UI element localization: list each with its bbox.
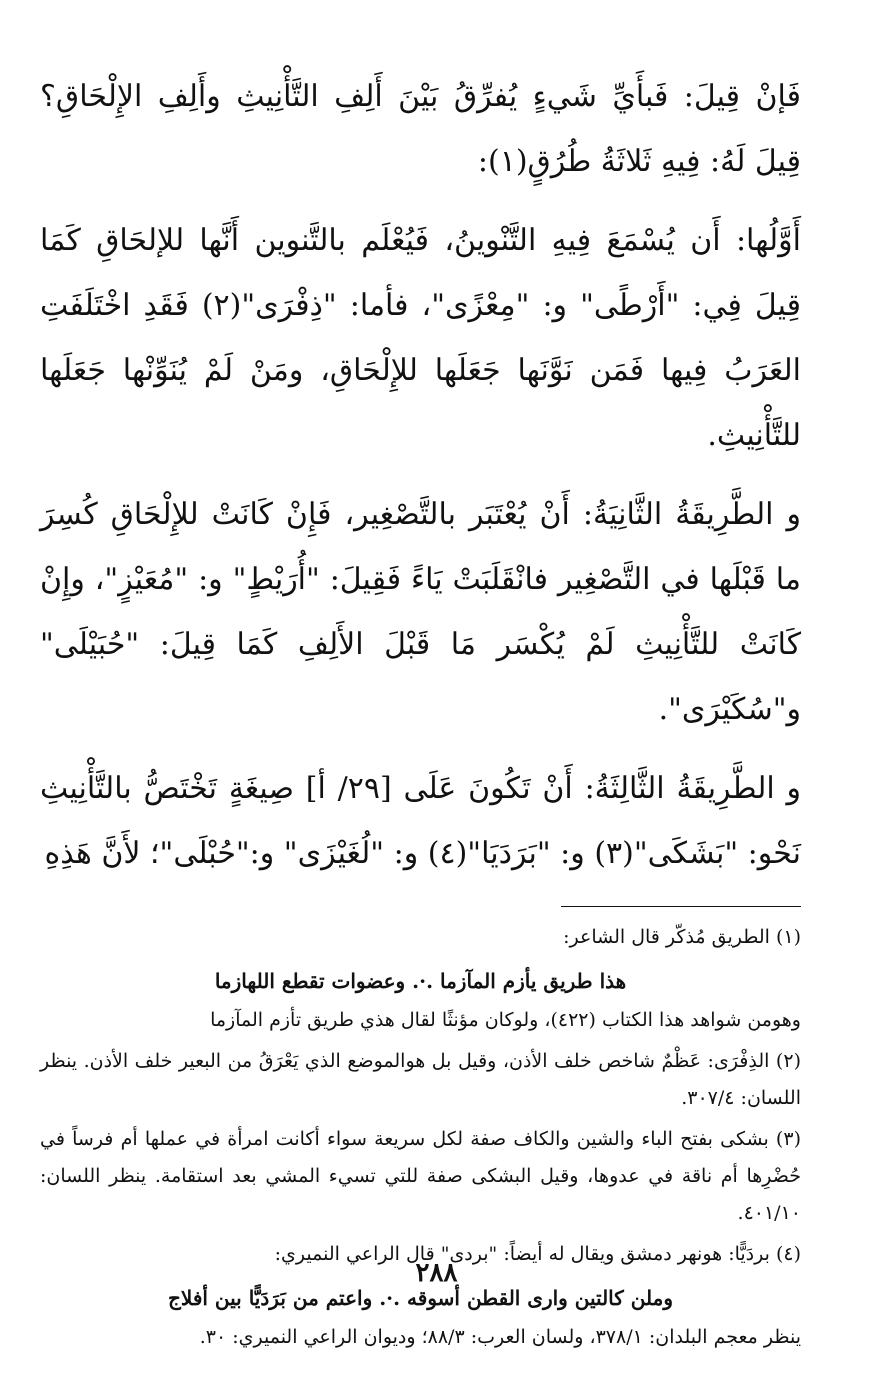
document-page bbox=[40, 64, 801, 1374]
footnote-4: (٤) بردَيًّا: هونهر دمشق ويقال له أيضاً: "بردى" قال الراعي النميري: bbox=[274, 1243, 801, 1265]
footnote-3: (٣) بشكى بفتح الباء والشين والكاف صفة لكل سريعة سواء أكانت امرأة في عملها أم فرساً في حُضْرِها أم ناقة في عدوها، وقيل البشكى صفة للتي تسيء المشي بعد استقامة. ينظر اللسان: ٤٠١/١٠. bbox=[40, 1128, 801, 1224]
paragraph-first-method: أَوَّلُها: أَن يُسْمَعَ فِيهِ التَّنْوينُ، فَيُعْلَم بالتَّنوين أَنَّها للإلحَاقِ كَمَا قِيلَ فِي: "أَرْطًى" و: "مِعْزًى"، فأما: "ذِفْرَى"(٢) فَقَدِ اخْتَلَفَتِ العَرَبُ فِيها فَمَن نَوَّنَها جَعَلَها للإِلْحَاقِ، ومَنْ لَمْ يُنَوِّنْها جَعَلَها للتَّأْنِيثِ. bbox=[40, 223, 801, 453]
footnote-divider bbox=[561, 906, 801, 907]
paragraph-second-method: و الطَّرِيقَةُ الثَّانِيَةُ: أَنْ يُعْتَبَر بالتَّصْغِير، فَإِنْ كَانَتْ للإِلْحَاقِ كُسِرَ ما قَبْلَها في التَّصْغِير فانْقَلَبَتْ يَاءً فَقِيلَ: "أُرَيْطٍ" و: "مُعَيْزٍ"، وإِنْ كَانَتْ للتَّأْنِيثِ لَمْ يُكْسَر مَا قَبْلَ الأَلِفِ كَمَا قِيلَ: "حُبَيْلَى" و"سُكَيْرَى". bbox=[40, 497, 801, 727]
page-number: ٢٨٨ bbox=[415, 1258, 458, 1288]
paragraph-third-method: و الطَّرِيقَةُ الثَّالِثَةُ: أَنْ تَكُونَ عَلَى [٢٩/ أ] صِيغَةٍ تَخْتَصُّ بالتَّأْنِيثِ نَحْو: "بَشَكَى"(٣) و: "بَرَدَيَا"(٤) و: "لُغَيْزَى" و:"حُبْلَى"؛ لأَنَّ هَذِهِ bbox=[40, 771, 801, 871]
footnote-1: (١) الطريق مُذكّر قال الشاعر: bbox=[563, 926, 801, 948]
footnotes bbox=[40, 919, 801, 1356]
footnote-1-verse: هذا طريق يأزم المآزما .·. وعضوات تقطع اللهازما bbox=[214, 969, 627, 993]
footnote-2: (٢) الذِفْرَى: عَظْمٌ شاخص خلف الأذن، وقيل بل هوالموضع الذي يَعْرَقُ من البعير خلف الأذن. ينظر اللسان: ٣٠٧/٤. bbox=[40, 1050, 801, 1109]
footnote-4-verse: وملن كالتين وارى القطن أسوقه .·. واعتم من بَرَدَيًّا بين أفلاج bbox=[168, 1286, 673, 1310]
footnote-1-continuation: وهومن شواهد هذا الكتاب (٤٢٢)، ولوكان مؤنثًا لقال هذي طريق تأزم المآزما bbox=[210, 1009, 801, 1031]
paragraph-question: فَإنْ قِيلَ: فَبأَيِّ شَيءٍ يُفرِّقُ بَيْنَ أَلِفِ التَّأْنِيثِ وأَلِفِ الإِلْحَاقِ؟ قِيلَ لَهُ: فِيهِ ثَلاثَةُ طُرُقٍ(١): bbox=[40, 79, 801, 179]
footnote-4-continuation: ينظر معجم البلدان: ٣٧٨/١، ولسان العرب: ٨٨/٣؛ وديوان الراعي النميري: ٣٠. bbox=[199, 1326, 801, 1348]
main-text bbox=[40, 64, 801, 886]
